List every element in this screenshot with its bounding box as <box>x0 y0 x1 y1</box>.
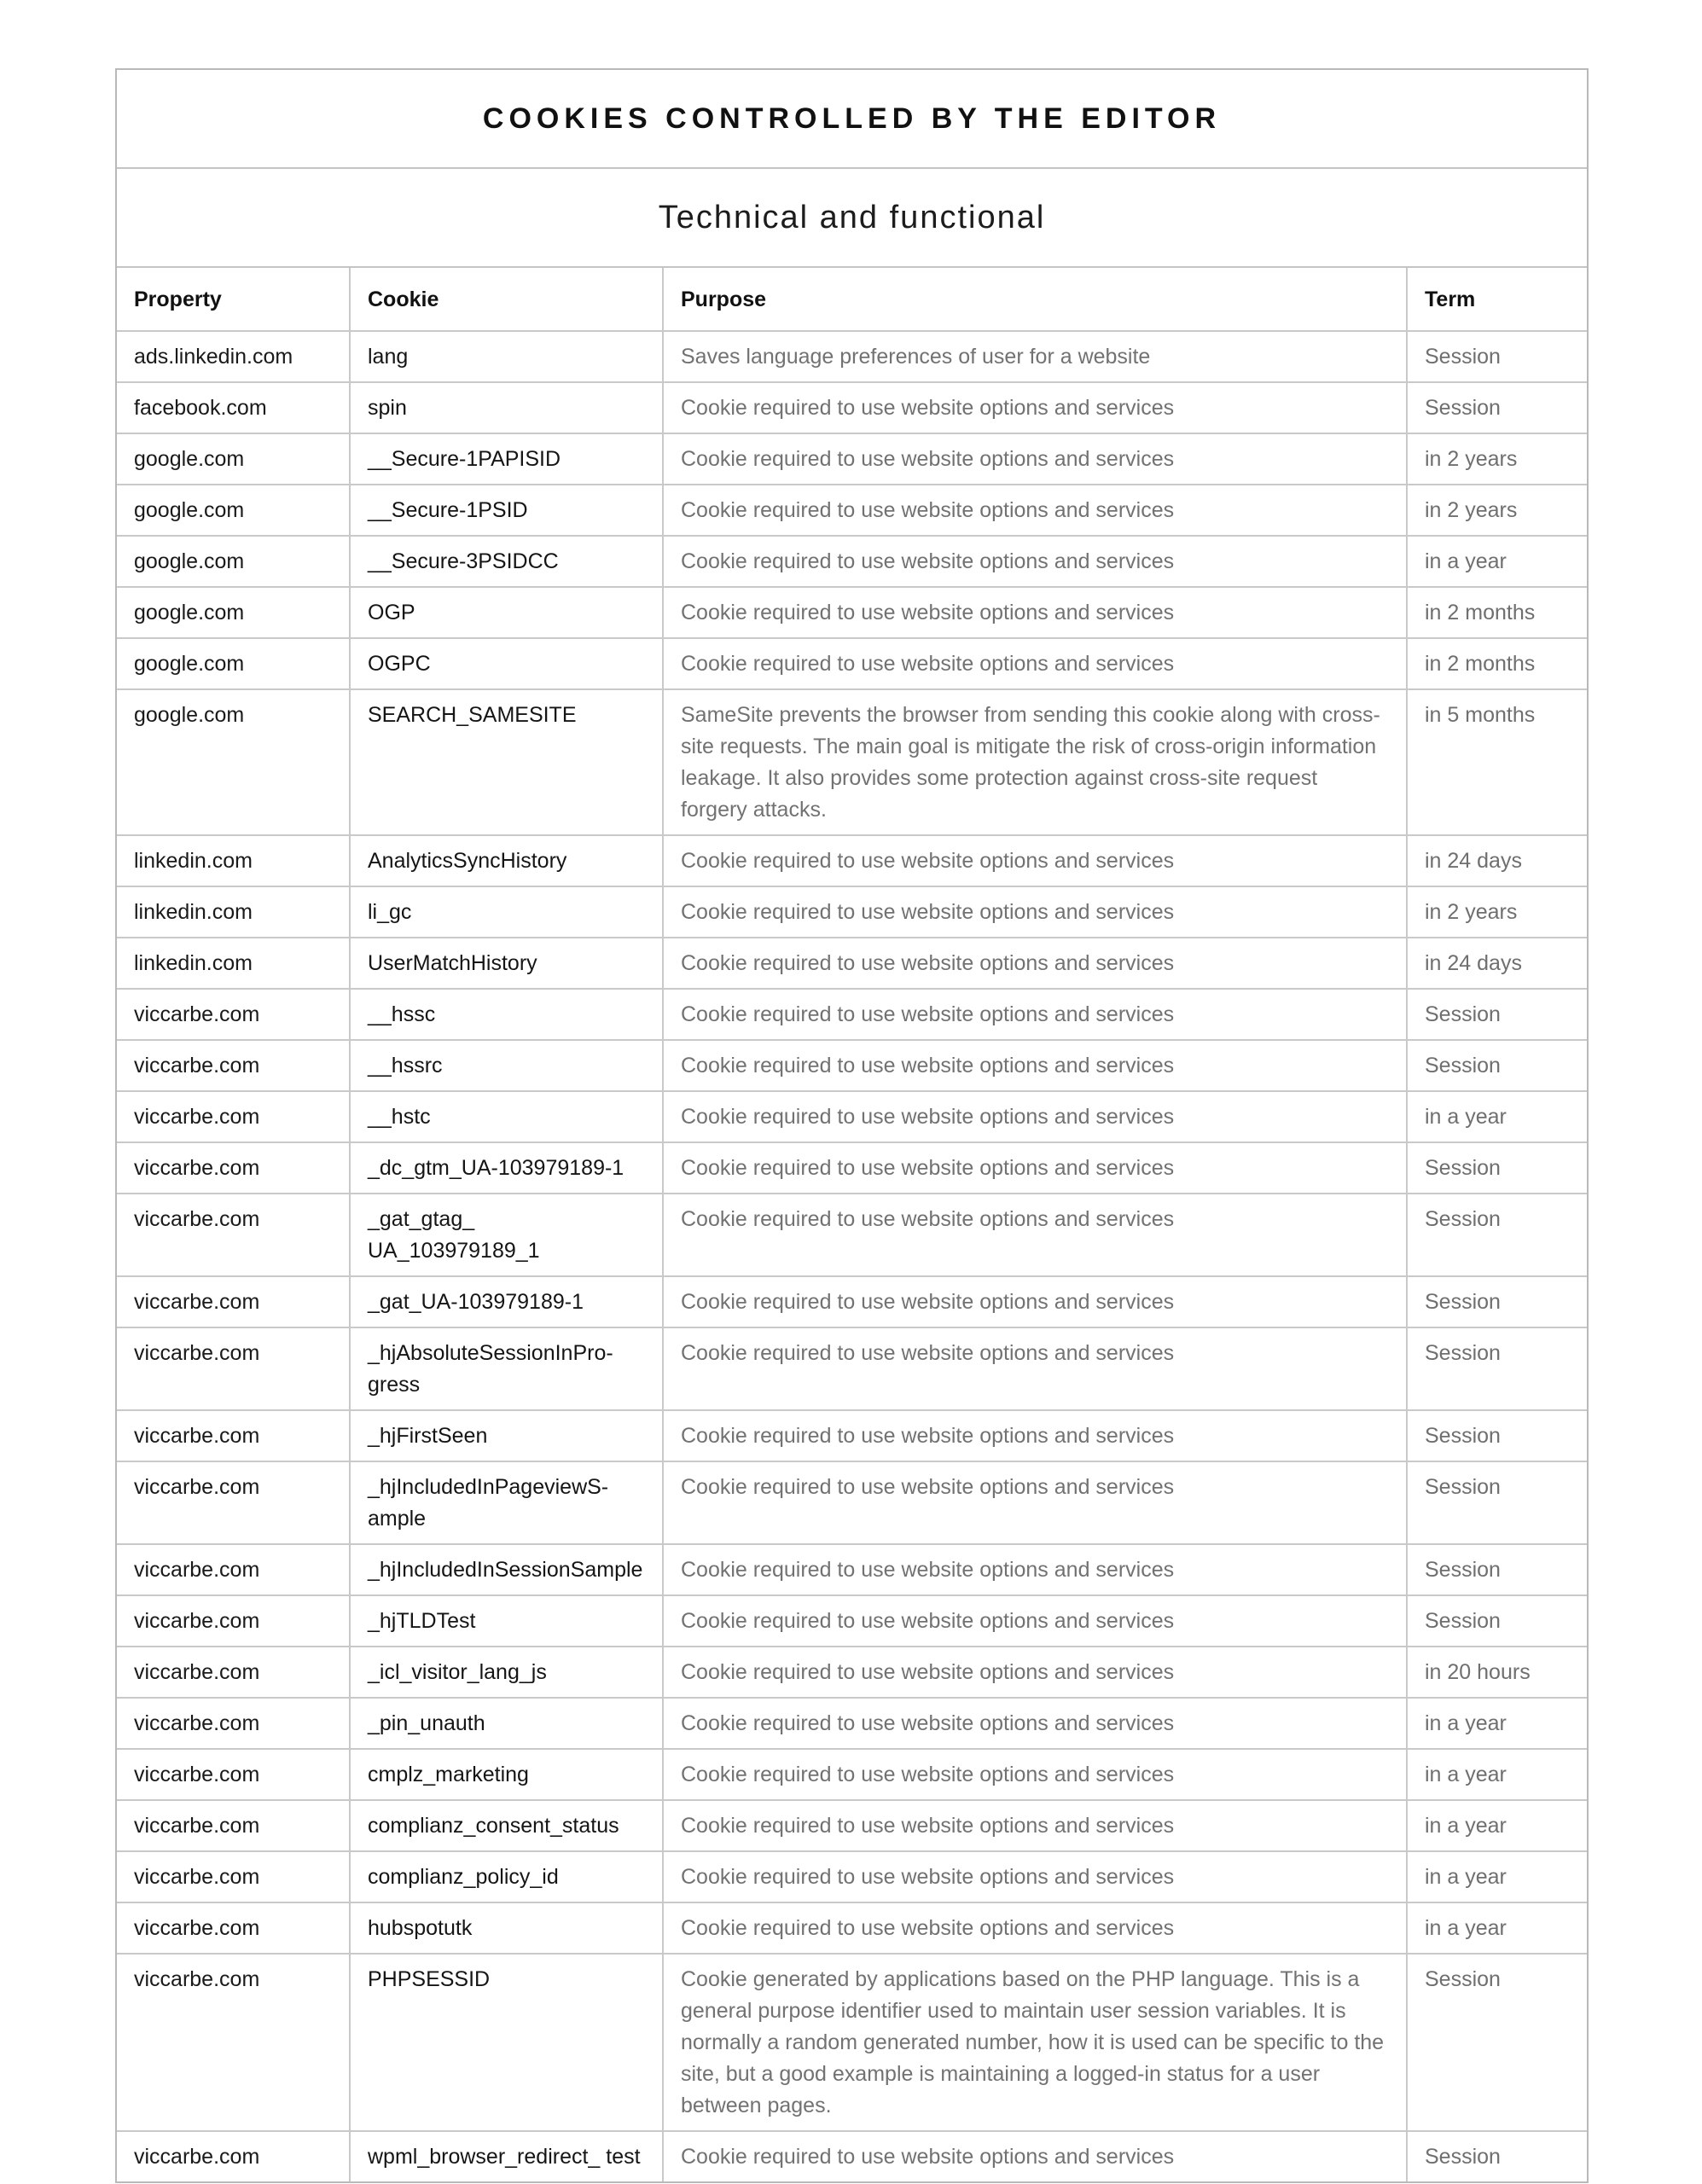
cell-cookie: hubspotutk <box>350 1902 663 1954</box>
cell-term: in 2 months <box>1407 638 1587 689</box>
cell-cookie: _hjFirstSeen <box>350 1410 663 1461</box>
table-row <box>117 2131 1587 2181</box>
cell-cookie: li_gc <box>350 886 663 938</box>
table-row <box>117 1276 1587 1327</box>
cell-cookie: __Secure-1PSID <box>350 485 663 536</box>
cell-cookie: complianz_consent_status <box>350 1800 663 1851</box>
cell-property: google.com <box>117 485 350 536</box>
cell-property: viccarbe.com <box>117 1040 350 1091</box>
cell-term: in a year <box>1407 1698 1587 1749</box>
cell-cookie: OGPC <box>350 638 663 689</box>
table-row <box>117 1800 1587 1851</box>
cell-property: google.com <box>117 638 350 689</box>
cell-purpose: Cookie required to use website options and services <box>663 1461 1407 1544</box>
cell-purpose: Cookie required to use website options and services <box>663 1276 1407 1327</box>
table-row <box>117 1142 1587 1194</box>
cell-property: viccarbe.com <box>117 1461 350 1544</box>
cell-term: in a year <box>1407 536 1587 587</box>
cell-property: viccarbe.com <box>117 1276 350 1327</box>
cell-purpose: Cookie required to use website options and services <box>663 886 1407 938</box>
table-row <box>117 1327 1587 1410</box>
cell-cookie: _hjAbsoluteSessionInPro-gress <box>350 1327 663 1410</box>
table-row <box>117 638 1587 689</box>
column-header-cookie: Cookie <box>350 268 663 331</box>
cell-property: viccarbe.com <box>117 1800 350 1851</box>
cell-property: linkedin.com <box>117 886 350 938</box>
cell-term: Session <box>1425 2145 1501 2169</box>
cell-purpose: Cookie required to use website options and services <box>663 433 1407 485</box>
cell-property: linkedin.com <box>117 938 350 989</box>
cell-property: viccarbe.com <box>117 1851 350 1902</box>
cell-cookie: _hjIncludedInPageviewS-ample <box>350 1461 663 1544</box>
cell-purpose: Cookie required to use website options and services <box>663 1091 1407 1142</box>
cell-purpose: Cookie required to use website options and services <box>663 1142 1407 1194</box>
cell-purpose: Cookie required to use website options and services <box>663 1194 1407 1276</box>
cell-term: in 2 years <box>1407 433 1587 485</box>
cell-term: Session <box>1407 1410 1587 1461</box>
cell-cookie: _pin_unauth <box>350 1698 663 1749</box>
cell-term: Session <box>1407 1461 1587 1544</box>
cell-property: viccarbe.com <box>117 989 350 1040</box>
cell-purpose: Cookie required to use website options and services <box>663 1851 1407 1902</box>
cell-purpose: Cookie required to use website options and services <box>663 1800 1407 1851</box>
table-header-row <box>117 268 1587 331</box>
cell-property: viccarbe.com <box>117 1410 350 1461</box>
table-row <box>117 433 1587 485</box>
cell-cookie: _dc_gtm_UA-103979189-1 <box>350 1142 663 1194</box>
table-row <box>117 331 1587 382</box>
column-header-purpose: Purpose <box>663 268 1407 331</box>
cell-cookie: AnalyticsSyncHistory <box>350 835 663 886</box>
cell-purpose: Cookie required to use website options and services <box>663 1327 1407 1410</box>
cell-property: viccarbe.com <box>117 1544 350 1595</box>
cell-term: in 5 months <box>1407 689 1587 835</box>
cell-purpose: Cookie required to use website options and services <box>663 938 1407 989</box>
cell-cookie: _gat_gtag_ UA_103979189_1 <box>350 1194 663 1276</box>
table-row <box>117 1851 1587 1902</box>
cell-term: in a year <box>1407 1902 1587 1954</box>
cell-purpose: Cookie required to use website options and services <box>663 382 1407 433</box>
table-row <box>117 1410 1587 1461</box>
table-body <box>117 331 1587 2181</box>
cell-cookie: cmplz_marketing <box>350 1749 663 1800</box>
cell-term: Session <box>1407 331 1587 382</box>
cell-purpose: Cookie required to use website options and services <box>663 1749 1407 1800</box>
column-header-property: Property <box>117 268 350 331</box>
cell-term: in a year <box>1407 1800 1587 1851</box>
cell-term: in 2 years <box>1407 485 1587 536</box>
table-row <box>117 382 1587 433</box>
cell-purpose: Cookie required to use website options and services <box>663 2131 1407 2181</box>
cell-property: google.com <box>117 689 350 835</box>
cell-property: google.com <box>117 433 350 485</box>
cell-purpose: Cookie required to use website options and services <box>663 1544 1407 1595</box>
cell-term: Session <box>1407 1544 1587 1595</box>
cell-cookie: __hssrc <box>350 1040 663 1091</box>
cell-term: in 24 days <box>1407 835 1587 886</box>
cell-purpose: Cookie required to use website options and services <box>663 587 1407 638</box>
cell-cookie: UserMatchHistory <box>350 938 663 989</box>
cell-term: Session <box>1407 1276 1587 1327</box>
cell-property: viccarbe.com <box>117 1647 350 1698</box>
cell-purpose: Cookie required to use website options and services <box>663 485 1407 536</box>
cookie-table-document <box>115 68 1589 2183</box>
cell-term: Session <box>1407 1327 1587 1410</box>
section-heading: Technical and functional <box>658 199 1046 235</box>
cell-property: ads.linkedin.com <box>117 331 350 382</box>
cell-cookie: __hssc <box>350 989 663 1040</box>
cell-cookie: complianz_policy_id <box>350 1851 663 1902</box>
cell-purpose: Cookie required to use website options and services <box>663 1902 1407 1954</box>
cell-cookie: spin <box>350 382 663 433</box>
cell-purpose: Cookie required to use website options and services <box>663 1698 1407 1749</box>
cell-purpose: Cookie required to use website options and services <box>663 638 1407 689</box>
table-row <box>117 1040 1587 1091</box>
cell-property: viccarbe.com <box>117 1902 350 1954</box>
cell-property: viccarbe.com <box>117 1327 350 1410</box>
section-heading-row <box>117 169 1587 268</box>
cell-property: viccarbe.com <box>117 1749 350 1800</box>
cell-term: Session <box>1407 989 1587 1040</box>
cell-purpose: Cookie required to use website options and services <box>663 536 1407 587</box>
cell-property: viccarbe.com <box>117 1595 350 1647</box>
table-row <box>117 1461 1587 1544</box>
cell-purpose: Cookie generated by applications based on the PHP language. This is a general purpose identifier used to maintain user session variables. It is normally a random generated number, how it is used can be specific to the site, but a good example is maintaining a logged-in status for a user between pages. <box>663 1954 1407 2131</box>
cell-cookie: __Secure-1PAPISID <box>350 433 663 485</box>
cell-purpose: Saves language preferences of user for a website <box>663 331 1407 382</box>
cell-cookie: _hjIncludedInSessionSample <box>350 1544 663 1595</box>
cell-property: google.com <box>117 587 350 638</box>
cell-term: in a year <box>1407 1091 1587 1142</box>
table-row <box>117 689 1587 835</box>
cell-term: in 2 months <box>1407 587 1587 638</box>
table-row <box>117 1544 1587 1595</box>
table-row <box>117 989 1587 1040</box>
cell-property: viccarbe.com <box>117 1194 350 1276</box>
table-row <box>117 1194 1587 1276</box>
cell-term: Session <box>1407 1142 1587 1194</box>
cell-property: viccarbe.com <box>117 1142 350 1194</box>
cell-purpose: Cookie required to use website options and services <box>663 835 1407 886</box>
cell-purpose: Cookie required to use website options and services <box>663 1647 1407 1698</box>
table-row <box>117 1698 1587 1749</box>
cell-cookie: wpml_browser_redirect_ test <box>350 2131 663 2181</box>
table-row <box>117 886 1587 938</box>
table-row <box>117 1954 1587 2131</box>
cell-cookie: SEARCH_SAMESITE <box>350 689 663 835</box>
table-row <box>117 536 1587 587</box>
cell-cookie: __hstc <box>350 1091 663 1142</box>
cell-property: viccarbe.com <box>117 1698 350 1749</box>
cell-term: Session <box>1407 1194 1587 1276</box>
cell-property: viccarbe.com <box>117 1954 350 2131</box>
document-title-row <box>117 70 1587 169</box>
cell-term: in 20 hours <box>1407 1647 1587 1698</box>
cell-term: in a year <box>1407 1851 1587 1902</box>
table-row <box>117 938 1587 989</box>
cell-cookie: lang <box>350 331 663 382</box>
cell-purpose: Cookie required to use website options and services <box>663 1040 1407 1091</box>
table-row <box>117 1595 1587 1647</box>
cell-cookie: OGP <box>350 587 663 638</box>
table-row <box>117 1647 1587 1698</box>
table-row <box>117 587 1587 638</box>
cell-purpose: SameSite prevents the browser from sending this cookie along with cross-site requests. The main goal is mitigate the risk of cross-origin information leakage. It also provides some protection against cross-site request forgery attacks. <box>663 689 1407 835</box>
cell-cookie: _hjTLDTest <box>350 1595 663 1647</box>
cell-property: viccarbe.com <box>117 1091 350 1142</box>
cell-cookie: __Secure-3PSIDCC <box>350 536 663 587</box>
cell-cookie: PHPSESSID <box>350 1954 663 2131</box>
cell-property: linkedin.com <box>117 835 350 886</box>
cell-term: in a year <box>1407 1749 1587 1800</box>
cell-term: in 2 years <box>1407 886 1587 938</box>
document-title: COOKIES CONTROLLED BY THE EDITOR <box>482 102 1222 135</box>
cell-term: Session <box>1407 382 1587 433</box>
cookie-table <box>117 268 1587 2181</box>
table-row <box>117 485 1587 536</box>
table-row <box>117 1902 1587 1954</box>
cell-term: Session <box>1407 1595 1587 1647</box>
cell-cookie: _gat_UA-103979189-1 <box>350 1276 663 1327</box>
cell-term: Session <box>1407 1954 1587 2131</box>
table-row <box>117 1091 1587 1142</box>
cell-property: facebook.com <box>117 382 350 433</box>
cell-term: in 24 days <box>1407 938 1587 989</box>
cell-purpose: Cookie required to use website options and services <box>663 989 1407 1040</box>
cell-term: Session <box>1407 1040 1587 1091</box>
cell-purpose: Cookie required to use website options and services <box>663 1595 1407 1647</box>
cell-purpose: Cookie required to use website options and services <box>663 1410 1407 1461</box>
cell-property: viccarbe.com <box>117 2131 350 2181</box>
column-header-term: Term <box>1407 268 1587 331</box>
cell-cookie: _icl_visitor_lang_js <box>350 1647 663 1698</box>
table-row <box>117 835 1587 886</box>
cell-property: google.com <box>117 536 350 587</box>
table-row <box>117 1749 1587 1800</box>
